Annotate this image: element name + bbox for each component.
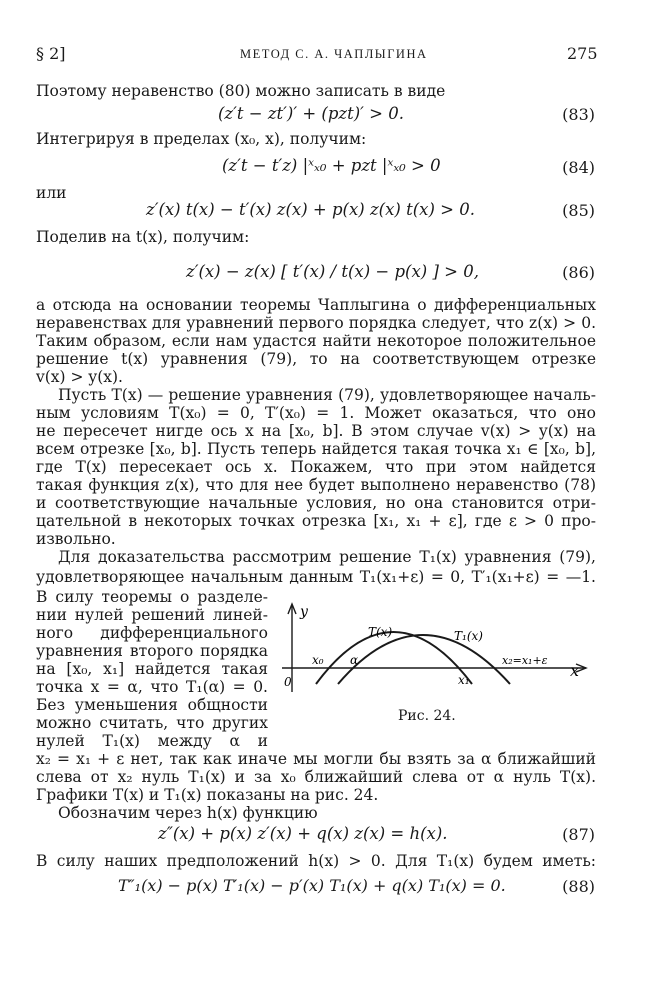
paragraph-line: Для доказательства рассмотрим решение T₁(x) уравнения (79), [58, 548, 596, 566]
equation-number: (87) [562, 825, 595, 844]
paragraph-line: ным условиям T(x₀) = 0, T′(x₀) = 1. Может оказаться, что оно [36, 404, 596, 422]
wrapped-line: нии нулей решений линей- [36, 606, 268, 624]
paragraph-line: v(x) > y(x). [36, 368, 123, 386]
paragraph-line: x₂ = x₁ + ε нет, так как иначе мы могли бы взять за α ближайший [36, 750, 596, 768]
paragraph-line: всем отрезке [x₀, b]. Пусть теперь найдется такая точка x₁ ∈ [x₀, b], [36, 440, 596, 458]
wrapped-line: Без уменьшения общности [36, 696, 268, 714]
equation-83: (z′t − zt′)′ + (pzt)′ > 0. [218, 104, 404, 123]
x-axis-label: x [570, 661, 580, 680]
paragraph-line: цательной в некоторых точках отрезка [x₁, x₁ + ε], где ε > 0 про- [36, 512, 596, 530]
x2-label: x₂=x₁+ε [502, 654, 548, 667]
paragraph-line: такая функция z(x), что для нее будет выполнено неравенство (78) [36, 476, 596, 494]
figure-24 [280, 600, 600, 700]
text-line: Поэтому неравенство (80) можно записать в виде [36, 82, 446, 100]
equation-87: z″(x) + p(x) z′(x) + q(x) z(x) = h(x). [158, 824, 448, 843]
equation-number: (85) [562, 201, 595, 220]
wrapped-line: ного дифференциального [36, 624, 268, 642]
equation-number: (83) [562, 105, 595, 124]
wrapped-line: на [x₀, x₁] найдется такая [36, 660, 268, 678]
equation-number: (88) [562, 877, 595, 896]
equation-88: T″₁(x) − p(x) T′₁(x) − p′(x) T₁(x) + q(x) T₁(x) = 0. [118, 876, 506, 895]
x0-label: x₀ [312, 653, 324, 667]
equation-84: (z′t − t′z) |ˣₓ₀ + pzt |ˣₓ₀ > 0 [222, 156, 441, 175]
paragraph-line: Таким образом, если нам удастся найти некоторое положительное [36, 332, 596, 350]
paragraph-line: Пусть T(x) — решение уравнения (79), удовлетворяющее началь- [58, 386, 596, 404]
y-axis-label: y [300, 604, 308, 620]
equation-86: z′(x) − z(x) [ t′(x) / t(x) − p(x) ] > 0, [186, 262, 479, 281]
paragraph-line: а отсюда на основании теоремы Чаплыгина о дифференциальных [36, 296, 596, 314]
wrapped-line: нулей T₁(x) между α и [36, 732, 268, 750]
page-number: 275 [567, 44, 598, 63]
text-line: Обозначим через h(x) функцию [58, 804, 318, 822]
running-title: МЕТОД С. А. ЧАПЛЫГИНА [240, 47, 428, 61]
section-marker: § 2] [36, 44, 66, 63]
paragraph-line: удовлетворяющее начальным данным T₁(x₁+ε) = 0, T′₁(x₁+ε) = —1. [36, 568, 596, 586]
paragraph-line: неравенствах для уравнений первого порядка следует, что z(x) > 0. [36, 314, 596, 332]
paragraph-line: и соответствующие начальные условия, но она становится отри- [36, 494, 596, 512]
figure-caption: Рис. 24. [398, 708, 456, 724]
equation-number: (84) [562, 158, 595, 177]
equation-number: (86) [562, 263, 595, 282]
x1-label: x₁ [458, 673, 470, 687]
paragraph-line: где T(x) пересекает ось x. Покажем, что при этом найдется [36, 458, 596, 476]
equation-85: z′(x) t(x) − t′(x) z(x) + p(x) z(x) t(x) > 0. [146, 200, 475, 219]
paragraph-line: слева от x₂ нуль T₁(x) и за x₀ ближайший слева от α нуль T(x). [36, 768, 596, 786]
wrapped-line: В силу теоремы о разделе- [36, 588, 268, 606]
text-line: Интегрируя в пределах (x₀, x), получим: [36, 130, 367, 148]
wrapped-line: можно считать, что других [36, 714, 268, 732]
text-line: Поделив на t(x), получим: [36, 228, 250, 246]
text-line: или [36, 184, 67, 202]
origin-label: 0 [284, 675, 292, 689]
alpha-label: α [350, 653, 359, 667]
paragraph-line: не пересечет нигде ось x на [x₀, b]. В этом случае v(x) > y(x) на [36, 422, 596, 440]
curve-T-label: T(x) [368, 625, 393, 639]
curve-T1 [338, 635, 510, 684]
paragraph-line: решение t(x) уравнения (79), то на соответствующем отрезке [36, 350, 596, 368]
paragraph-line: извольно. [36, 530, 116, 548]
text-line: В силу наших предположений h(x) > 0. Для T₁(x) будем иметь: [36, 852, 596, 870]
curve-T1-label: T₁(x) [454, 629, 483, 643]
wrapped-line: точка x = α, что T₁(α) = 0. [36, 678, 268, 696]
paragraph-line: Графики T(x) и T₁(x) показаны на рис. 24. [36, 786, 379, 804]
wrapped-line: уравнения второго порядка [36, 642, 268, 660]
